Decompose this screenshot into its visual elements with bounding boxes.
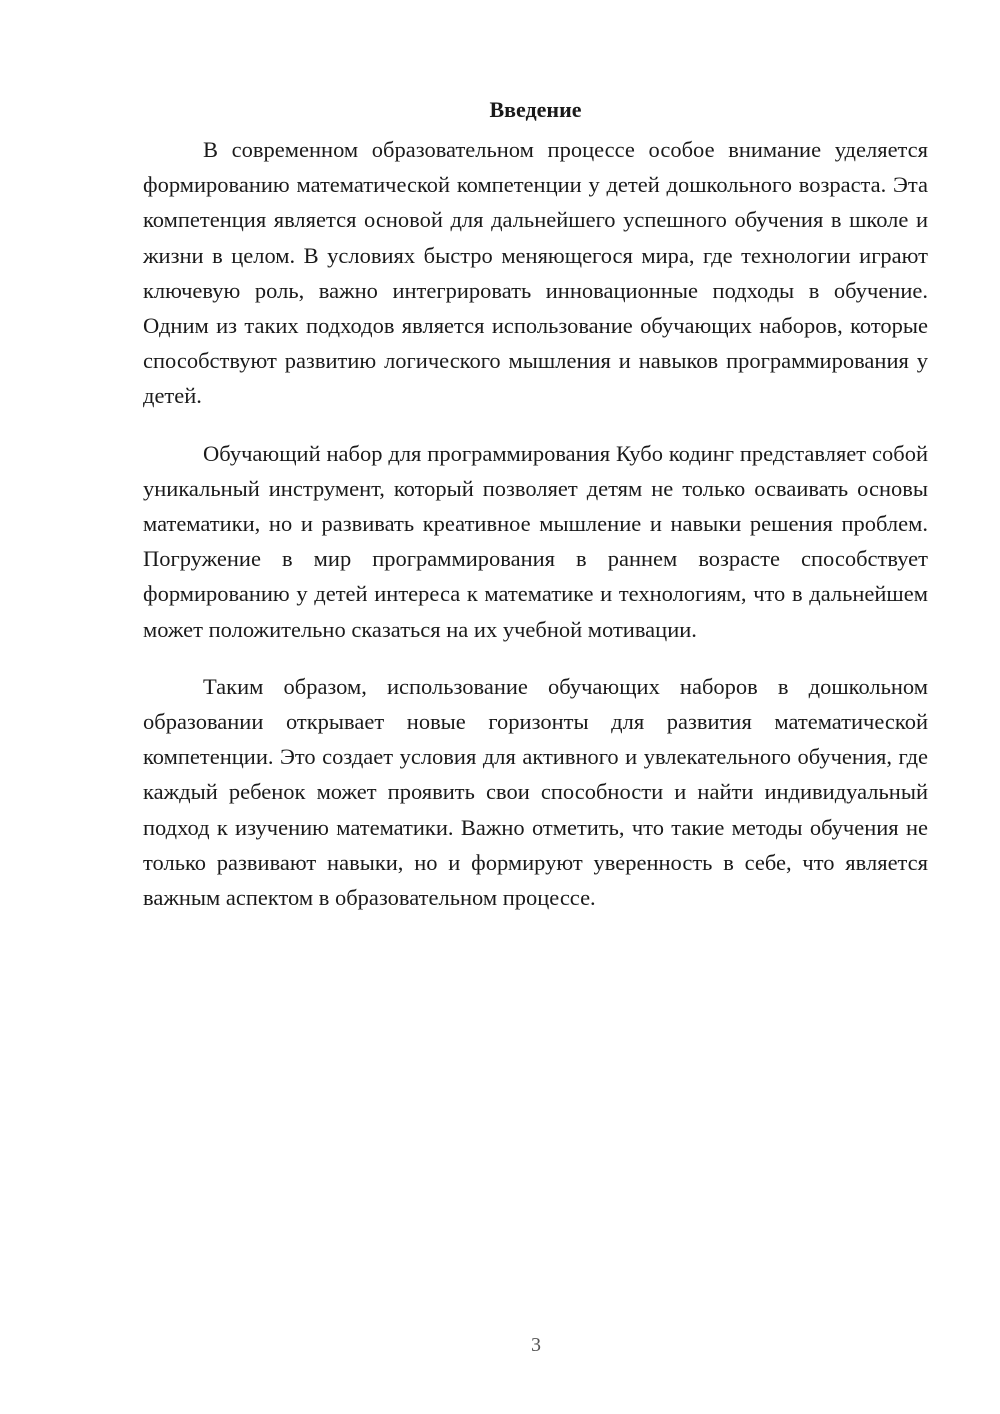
document-body: [143, 92, 928, 915]
paragraph-3: Таким образом, использование обучающих наборов в дошкольном образовании открывает новые горизонты для развития математической компетенции. Это создает условия для активного и увлекательного обучения, где каждый ребенок может проявить свои способности и найти индивидуальный подход к изучению математики. Важно отметить, что такие методы обучения не только развивают навыки, но и формируют уверенность в себе, что является важным аспектом в образовательном процессе.: [143, 673, 928, 911]
paragraph-2: Обучающий набор для программирования Кубо кодинг представляет собой уникальный инструмент, который позволяет детям не только осваивать основы математики, но и развивать креативное мышление и навыки решения проблем. Погружение в мир программирования в раннем возрасте способствует формированию у детей интереса к математике и технологиям, что в дальнейшем может положительно сказаться на их учебной мотивации.: [143, 440, 928, 642]
paragraph-1: В современном образовательном процессе особое внимание уделяется формированию математической компетенции у детей дошкольного возраста. Эта компетенция является основой для дальнейшего успешного обучения в школе и жизни в целом. В условиях быстро меняющегося мира, где технологии играют ключевую роль, важно интегрировать инновационные подходы в обучение. Одним из таких подходов является использование обучающих наборов, которые способствуют развитию логического мышления и навыков программирования у детей.: [143, 137, 928, 409]
section-title: Введение: [489, 97, 582, 122]
page-number: 3: [531, 1334, 541, 1356]
